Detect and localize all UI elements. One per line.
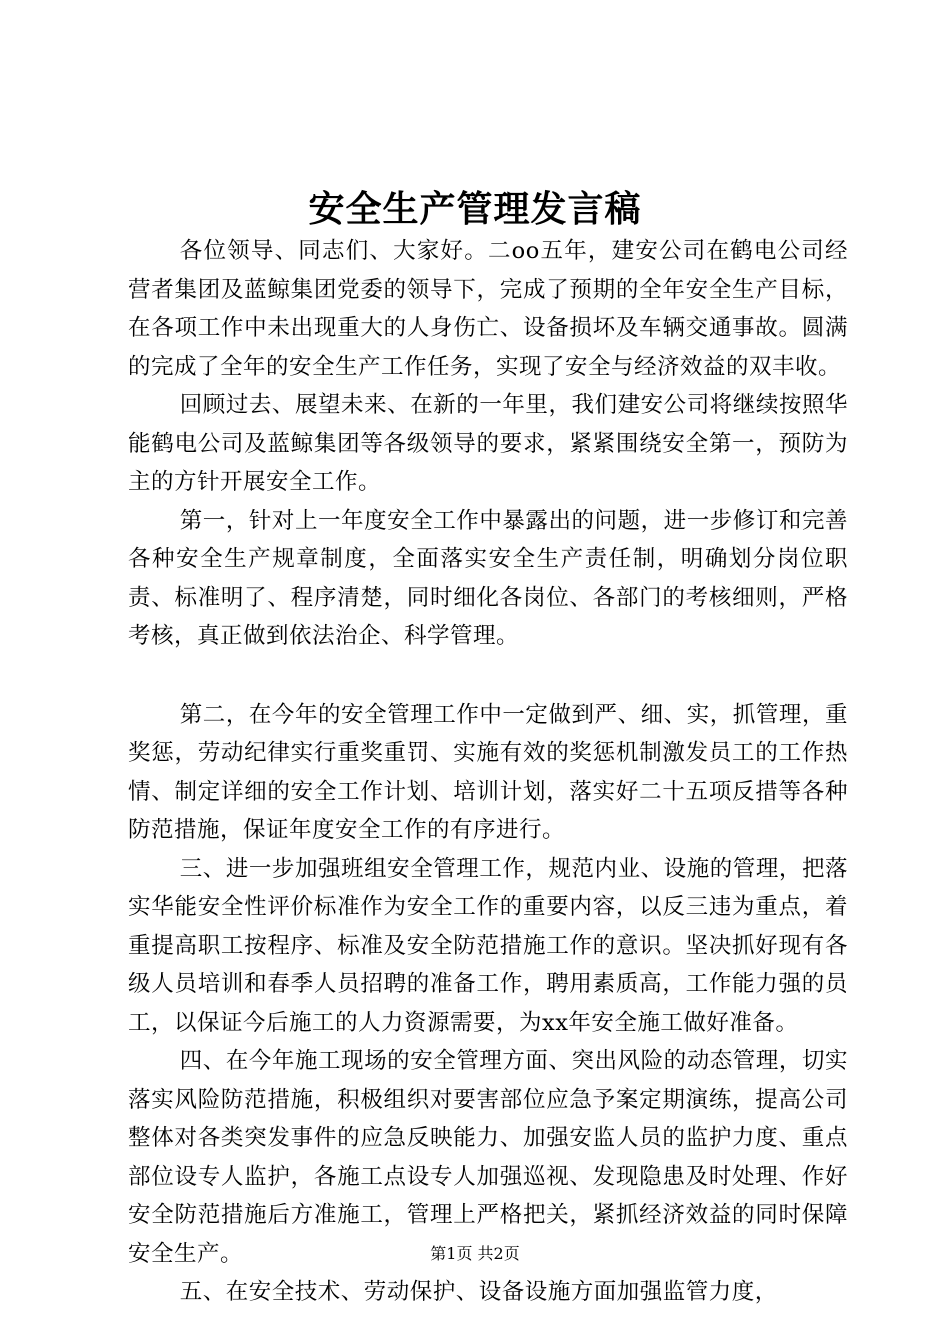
document-body — [128, 232, 848, 1312]
paragraph-first: 第一，针对上一年度安全工作中暴露出的问题，进一步修订和完善各种安全生产规章制度，全面落实安全生产责任制，明确划分岗位职责、标准明了、程序清楚，同时细化各岗位、各部门的考核细则，严格考核，真正做到依法治企、科学管理。 — [128, 507, 848, 649]
paragraph-review: 回顾过去、展望未来、在新的一年里，我们建安公司将继续按照华能鹤电公司及蓝鲸集团等各级领导的要求，紧紧围绕安全第一，预防为主的方针开展安全工作。 — [128, 392, 848, 495]
paragraph-third: 三、进一步加强班组安全管理工作，规范内业、设施的管理，把落实华能安全性评价标准作为安全工作的重要内容，以反三违为重点，着重提高职工按程序、标准及安全防范措施工作的意识。坚决抓好现有各级人员培训和春季人员招聘的准备工作，聘用素质高，工作能力强的员工，以保证今后施工的人力资源需要，为xx年安全施工做好准备。 — [128, 855, 848, 1036]
paragraph-second: 第二，在今年的安全管理工作中一定做到严、细、实，抓管理，重奖惩，劳动纪律实行重奖重罚、实施有效的奖惩机制激发员工的工作热情、制定详细的安全工作计划、培训计划，落实好二十五项反措等各种防范措施，保证年度安全工作的有序进行。 — [128, 701, 848, 843]
document-title: 安全生产管理发言稿 — [308, 188, 642, 230]
paragraph-fourth: 四、在今年施工现场的安全管理方面、突出风险的动态管理，切实落实风险防范措施，积极组织对要害部位应急予案定期演练，提高公司整体对各类突发事件的应急反映能力、加强安监人员的监护力度、重点部位设专人监护，各施工点设专人加强巡视、发现隐患及时处理、作好安全防范措施后方准施工，管理上严格把关，紧抓经济效益的同时保障安全生产。 — [128, 1048, 848, 1267]
page-number: 第1页 共2页 — [430, 1244, 520, 1263]
paragraph-fifth: 五、在安全技术、劳动保护、设备设施方面加强监管力度， — [179, 1279, 778, 1305]
paragraph-gap — [128, 656, 848, 696]
paragraph-intro: 各位领导、同志们、大家好。二oo五年，建安公司在鹤电公司经营者集团及蓝鲸集团党委的领导下，完成了预期的全年安全生产目标，在各项工作中未出现重大的人身伤亡、设备损坏及车辆交通事故。圆满的完成了全年的安全生产工作任务，实现了安全与经济效益的双丰收。 — [128, 238, 848, 380]
